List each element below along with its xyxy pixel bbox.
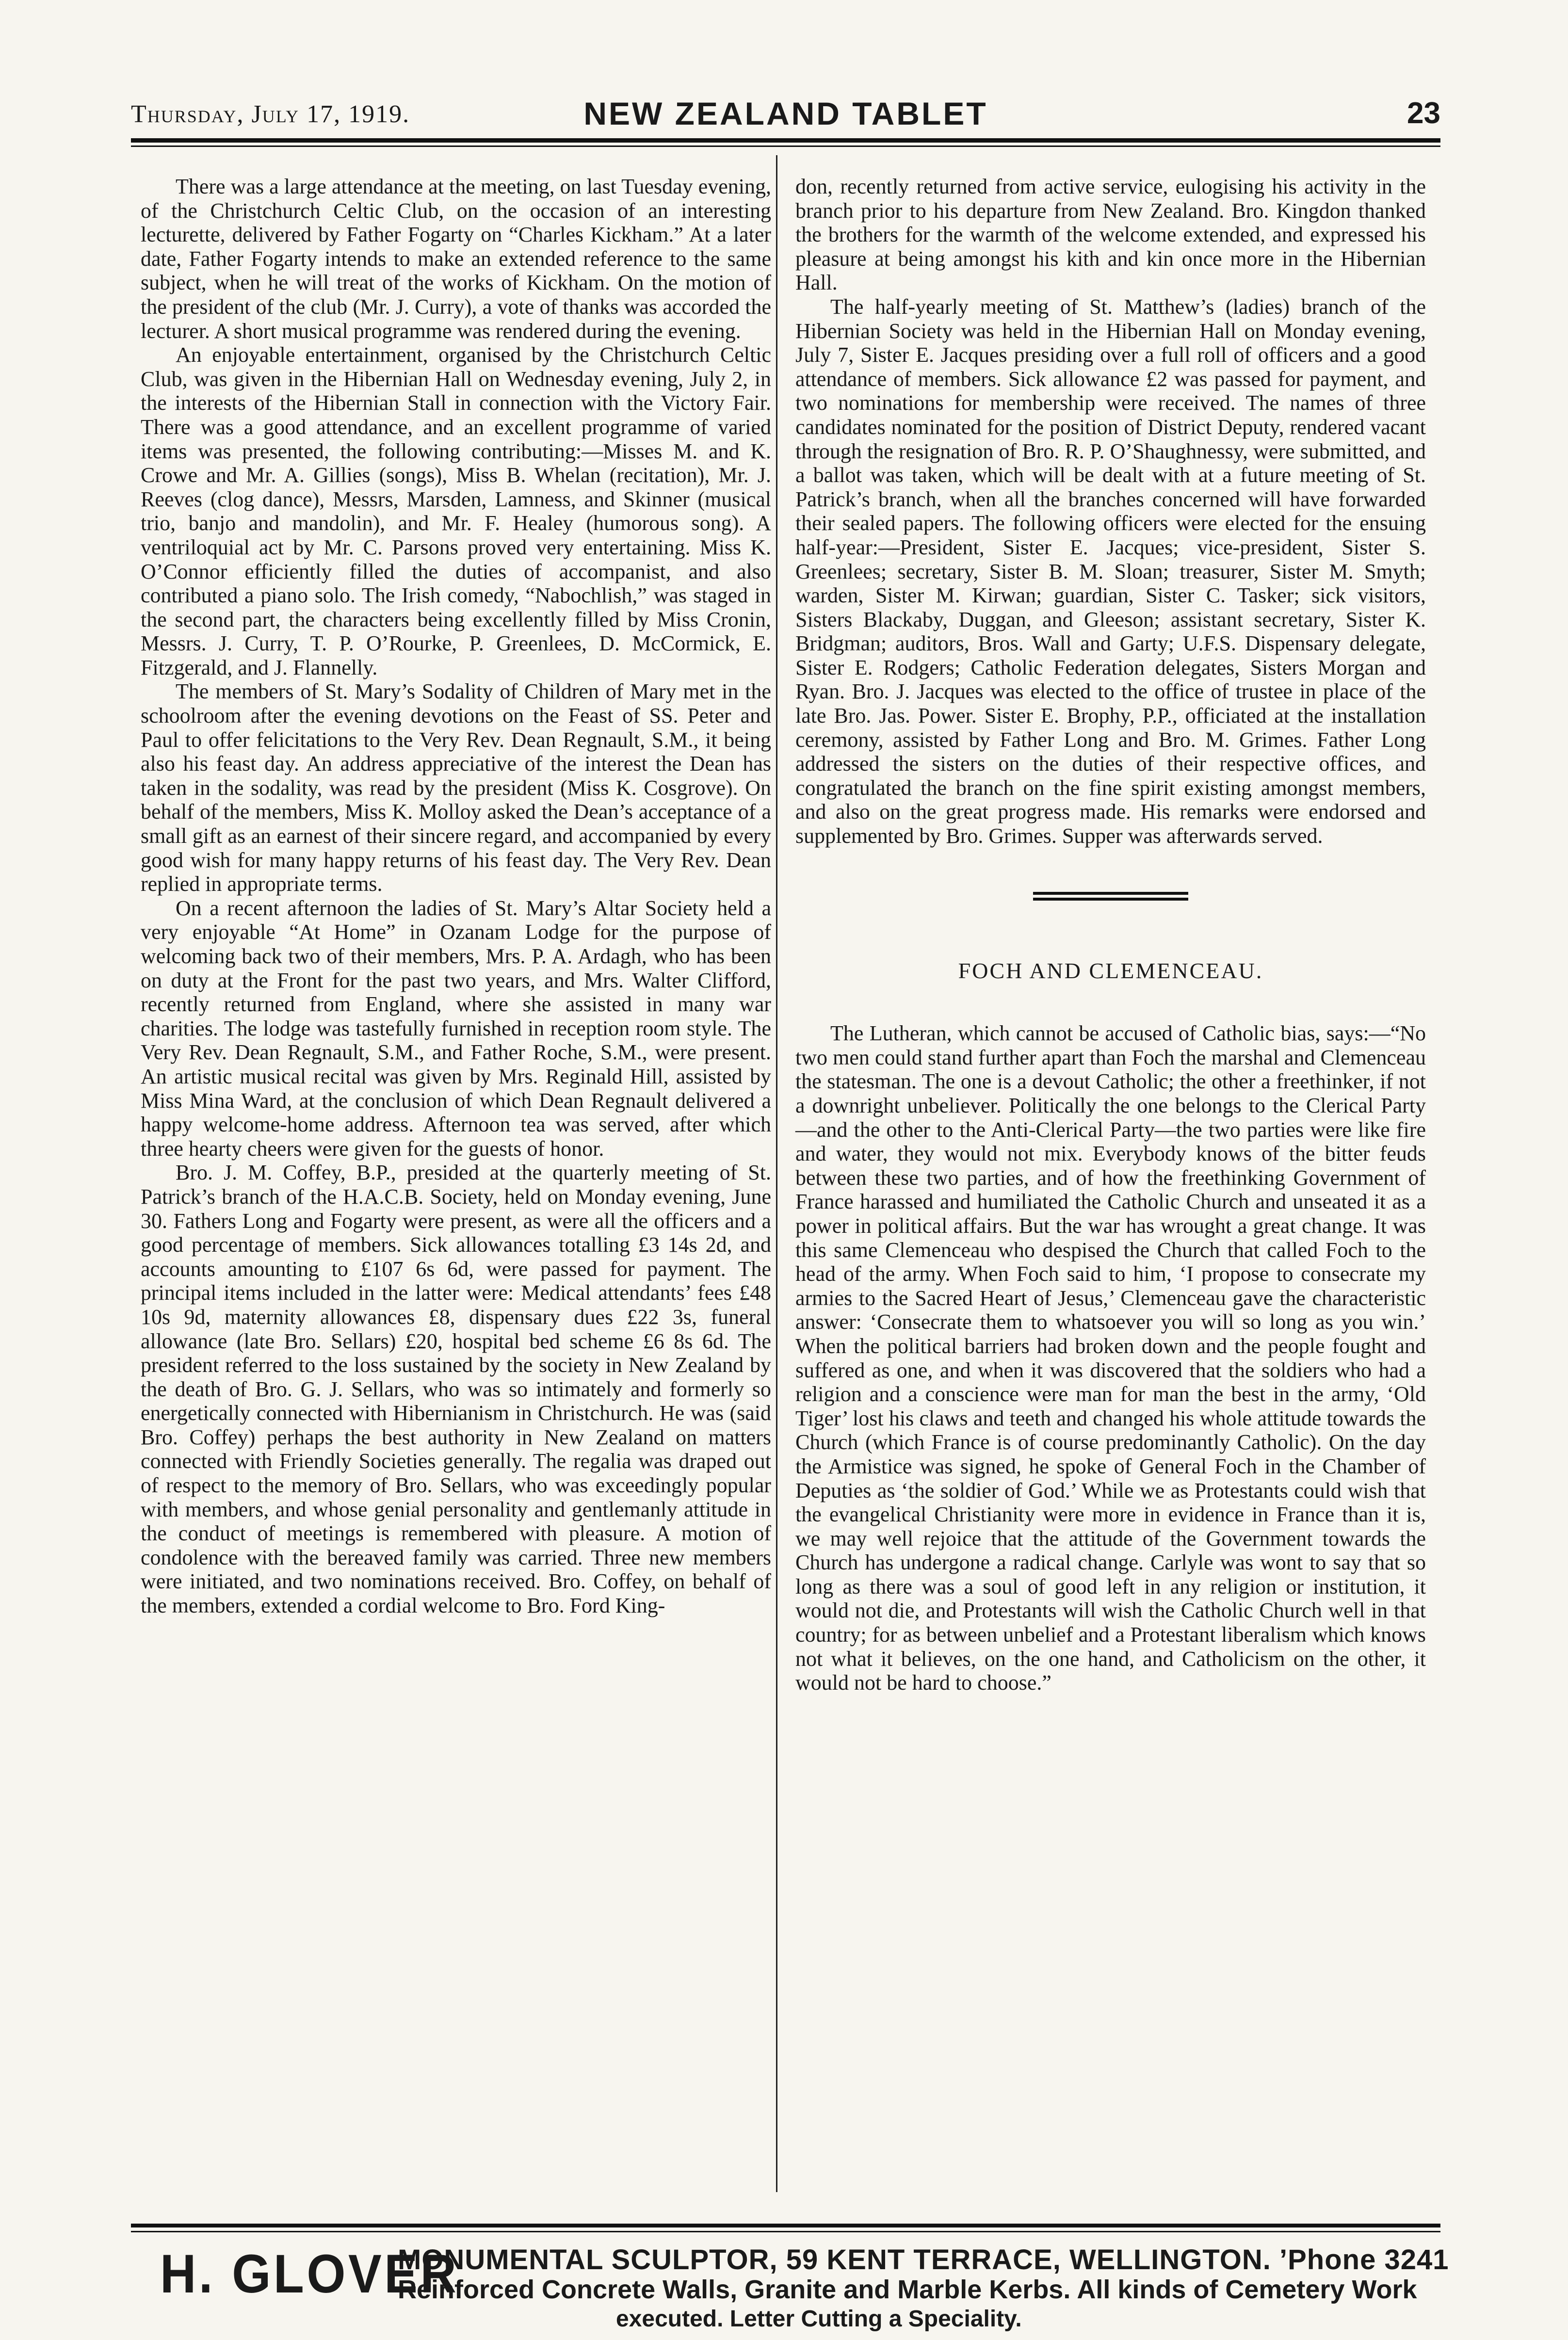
advertiser-name: H. GLOVER [160, 2243, 459, 2304]
article-title: FOCH AND CLEMENCEAU. [958, 958, 1263, 983]
paragraph: Bro. J. M. Coffey, B.P., presided at the quarterly meeting of St. Patrick’s branch of the H.A.C.B. Society, held on Monday evening, June 30. Fathers Long and Fogarty were present, as were all the officers and a good percentage of members. Sick allowances totalling £3 14s 2d, and accounts amounting to £107 6s 6d, were passed for payment. The principal items included in the latter were: Medical attendants’ fees £48 10s 9d, maternity allowances £8, dispensary dues £22 3s, funeral allowance (late Bro. Sellars) £20, hospital bed scheme £6 8s 6d. The president referred to the loss sustained by the society in New Zealand by the death of Bro. G. J. Sellars, who was so intimately and formerly so energetically connected with Hibernianism in Christchurch. He was (said Bro. Coffey) perhaps the best authority in New Zealand on matters connected with Friendly Societies generally. The regalia was draped out of respect to the memory of Bro. Sellars, who was exceedingly popular with members, and whose genial personality and gentlemanly attitude in the conduct of meetings is remembered with pleasure. A motion of condolence with the bereaved family was carried. Three new members were initiated, and two nominations received. Bro. Coffey, on behalf of the members, extended a cordial welcome to Bro. Ford King- [141, 1161, 771, 1618]
newspaper-title: NEW ZEALAND TABLET [583, 96, 988, 131]
ad-line-2: Reinforced Concrete Walls, Granite and Marble Kerbs. All kinds of Cemetery Work [398, 2275, 1417, 2304]
left-column [141, 175, 771, 1618]
footer-rule-thin [131, 2231, 1440, 2232]
paragraph: There was a large attendance at the meeting, on last Tuesday evening, of the Christchurch Celtic Club, on the occasion of an interesting lecturette, delivered by Father Fogarty on “Charles Kickham.” At a later date, Father Fogarty intends to make an extended reference to the same subject, when he will treat of the works of Kickham. On the motion of the president of the club (Mr. J. Curry), a vote of thanks was accorded the lecturer. A short musical programme was rendered during the evening. [141, 175, 771, 343]
ad-line-3: executed. Letter Cutting a Speciality. [616, 2306, 1022, 2332]
advertisement [131, 2241, 1449, 2333]
article-paragraph: The Lutheran, which cannot be accused of Catholic bias, says:—“No two men could stand further apart than Foch the marshal and Clemenceau the statesman. The one is a devout Catholic; the other a freethinker, if not a downright unbeliever. Politically the one belongs to the Clerical Party—and the other to the Anti-Clerical Party—the two parties were like fire and water, they would not mix. Everybody knows of the bitter feuds between these two parties, and of how the freethinking Government of France harassed and humiliated the Catholic Church and unseated it as a power in political affairs. But the war has wrought a great change. It was this same Clemenceau who despised the Church that called Foch to the head of the army. When Foch said to him, ‘I propose to consecrate my armies to the Sacred Heart of Jesus,’ Clemenceau gave the characteristic answer: ‘Consecrate them to whatsoever you will so long as you win.’ When the political barriers had broken down and the people fought and suffered as one, and when it was discovered that the soldiers who had a religion and a conscience were man for man the best in the army, ‘Old Tiger’ lost his claws and teeth and changed his whole attitude towards the Church (which France is of course predominantly Catholic). On the day the Armistice was signed, he spoke of General Foch in the Chamber of Deputies as ‘the soldier of God.’ While we as Protestants could wish that the evangelical Christianity were more in evidence in France than it is, we may well rejoice that the attitude of the Government towards the Church has undergone a radical change. Carlyle was wont to say that so long as there was a soul of good left in any religion or institution, it would not die, and Protestants will wish the Catholic Church well in that country; for as between unbelief and a Protestant liberalism which knows not what it believes, on the one hand, and Catholicism on the other, it would not be hard to choose.” [795, 1021, 1426, 1695]
column-divider [776, 155, 777, 2192]
page-number: 23 [1407, 97, 1440, 130]
ad-line-1: MONUMENTAL SCULPTOR, 59 KENT TERRACE, WELLINGTON. ’Phone 3241 [398, 2244, 1449, 2275]
masthead-rule-thin [131, 145, 1440, 147]
masthead-rule-thick [131, 138, 1440, 143]
masthead [131, 97, 1440, 131]
section-separator [1033, 892, 1188, 901]
footer-rule-thick [131, 2224, 1440, 2227]
right-column [795, 175, 1426, 1695]
paragraph: An enjoyable entertainment, organised by the Christchurch Celtic Club, was given in the Hibernian Hall on Wednesday evening, July 2, in the interests of the Hibernian Stall in connection with the Victory Fair. There was a good attendance, and an excellent programme of varied items was presented, the following contributing:—Misses M. and K. Crowe and Mr. A. Gillies (songs), Miss B. Whelan (recitation), Mr. J. Reeves (clog dance), Messrs, Marsden, Lamness, and Skinner (musical trio, banjo and mandolin), and Mr. F. Healey (humorous song). A ventriloquial act by Mr. C. Parsons proved very entertaining. Miss K. O’Connor efficiently filled the duties of accompanist, and also contributed a piano solo. The Irish comedy, “Nabochlish,” was staged in the second part, the characters being excellently filled by Miss Cronin, Messrs. J. Curry, T. P. O’Rourke, P. Greenlees, D. McCormick, E. Fitzgerald, and J. Flannelly. [141, 343, 771, 679]
paragraph: The half-yearly meeting of St. Matthew’s (ladies) branch of the Hibernian Society was held in the Hibernian Hall on Monday evening, July 7, Sister E. Jacques presiding over a full roll of officers and a good attendance of members. Sick allowance £2 was passed for payment, and two nominations for membership were received. The names of three candidates nominated for the position of District Deputy, rendered vacant through the resignation of Bro. R. P. O’Shaughnessy, were submitted, and a ballot was taken, which will be dealt with at a future meeting of St. Patrick’s branch, when all the branches concerned will have forwarded their sealed papers. The following officers were elected for the ensuing half-year:—President, Sister E. Jacques; vice-president, Sister S. Greenlees; secretary, Sister B. M. Sloan; treasurer, Sister M. Smyth; warden, Sister M. Kirwan; guardian, Sister C. Tasker; sick visitors, Sisters Blackaby, Duggan, and Gleeson; assistant secretary, Sister K. Bridgman; auditors, Bros. Wall and Garty; U.F.S. Dispensary delegate, Sister E. Rodgers; Catholic Federation delegates, Sisters Morgan and Ryan. Bro. J. Jacques was elected to the office of trustee in place of the late Bro. Jas. Power. Sister E. Brophy, P.P., officiated at the installation ceremony, assisted by Father Long and Bro. M. Grimes. Father Long addressed the sisters on the duties of their respective offices, and congratulated the branch on the fine spirit existing amongst members, and also on the great progress made. His remarks were endorsed and supplemented by Bro. Grimes. Supper was afterwards served. [795, 294, 1426, 848]
continued-paragraph: don, recently returned from active service, eulogising his activity in the branch prior to his departure from New Zealand. Bro. Kingdon thanked the brothers for the warmth of the welcome extended, and expressed his pleasure at being amongst his kith and kin once more in the Hibernian Hall. [795, 175, 1426, 295]
paragraph: The members of St. Mary’s Sodality of Children of Mary met in the schoolroom after the evening devotions on the Feast of SS. Peter and Paul to offer felicitations to the Very Rev. Dean Regnault, S.M., it being also his feast day. An address appreciative of the interest the Dean has taken in the sodality, was read by the president (Miss K. Cosgrove). On behalf of the members, Miss K. Molloy asked the Dean’s acceptance of a small gift as an earnest of their sincere regard, and accompanied by every good wish for many happy returns of his feast day. The Very Rev. Dean replied in appropriate terms. [141, 679, 771, 896]
paragraph: On a recent afternoon the ladies of St. Mary’s Altar Society held a very enjoyable “At Home” in Ozanam Lodge for the purpose of welcoming back two of their members, Mrs. P. A. Ardagh, who has been on duty at the Front for the past two years, and Mrs. Walter Clifford, recently returned from England, where she assisted in many war charities. The lodge was tastefully furnished in reception room style. The Very Rev. Dean Regnault, S.M., and Father Roche, S.M., were present. An artistic musical recital was given by Mrs. Reginald Hill, assisted by Miss Mina Ward, at the conclusion of which Dean Regnault delivered a happy welcome-home address. Afternoon tea was served, after which three hearty cheers were given for the guests of honor. [141, 896, 771, 1161]
issue-date: Thursday, July 17, 1919. [131, 100, 410, 128]
